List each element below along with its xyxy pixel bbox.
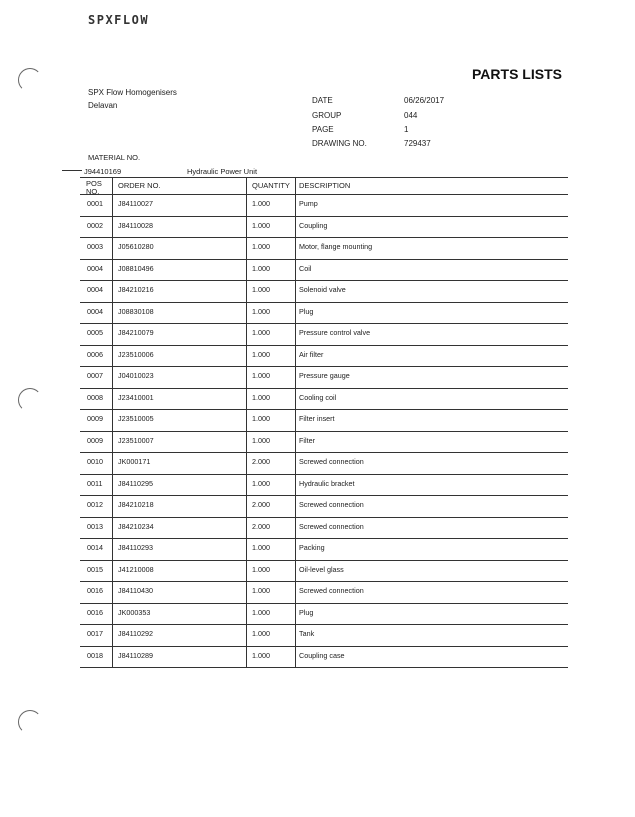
cell-qty: 2.000 xyxy=(252,457,270,466)
cell-order: J23510005 xyxy=(118,414,154,423)
company-name: SPX Flow Homogenisers xyxy=(88,88,177,97)
cell-pos: 0007 xyxy=(87,371,103,380)
material-label: MATERIAL NO. xyxy=(88,153,141,162)
cell-desc: Screwed connection xyxy=(299,586,364,595)
cell-pos: 0011 xyxy=(87,478,103,488)
material-number: J94410169 xyxy=(84,167,122,176)
cell-order: J08830108 xyxy=(118,306,154,316)
company-block xyxy=(88,86,177,112)
cell-pos: 0014 xyxy=(87,543,103,552)
page-value: 1 xyxy=(404,125,409,134)
cell-pos: 0004 xyxy=(87,263,103,273)
cell-order: J84110295 xyxy=(118,478,154,488)
group-value: 044 xyxy=(404,111,418,120)
cell-order: J23410001 xyxy=(118,392,154,402)
date-value: 06/26/2017 xyxy=(404,96,445,105)
cell-pos: 0005 xyxy=(87,328,103,337)
group-label: GROUP xyxy=(312,111,342,120)
row-separator xyxy=(80,538,568,539)
material-marker xyxy=(62,170,82,171)
row-separator xyxy=(80,216,568,217)
cell-order: J84210218 xyxy=(118,500,154,509)
cell-desc: Air filter xyxy=(299,349,324,359)
cell-qty: 1.000 xyxy=(252,306,270,316)
cell-pos: 0004 xyxy=(87,306,103,316)
cell-desc: Coil xyxy=(299,263,312,273)
punch-hole-bottom xyxy=(18,710,42,734)
cell-desc: Plug xyxy=(299,607,314,617)
material-description: Hydraulic Power Unit xyxy=(187,167,258,176)
cell-qty: 1.000 xyxy=(252,349,270,359)
qty-col-divider xyxy=(246,177,247,667)
cell-pos: 0013 xyxy=(87,521,103,531)
cell-desc: Filter insert xyxy=(299,414,335,423)
cell-desc: Coupling case xyxy=(299,650,345,660)
row-separator xyxy=(80,431,568,432)
table-header-border xyxy=(80,194,568,195)
cell-pos: 0010 xyxy=(87,457,103,466)
cell-pos: 0004 xyxy=(87,285,103,294)
punch-hole-top xyxy=(18,68,42,92)
cell-qty: 1.000 xyxy=(252,564,270,574)
date-label: DATE xyxy=(312,96,333,105)
cell-order: J84110289 xyxy=(118,650,154,660)
cell-order: J84110027 xyxy=(118,199,154,208)
cell-desc: Filter xyxy=(299,435,315,445)
drawing-value: 729437 xyxy=(404,139,431,148)
cell-qty: 1.000 xyxy=(252,650,270,660)
page-title: PARTS LISTS xyxy=(472,66,562,82)
cell-qty: 1.000 xyxy=(252,607,270,617)
cell-pos: 0008 xyxy=(87,392,103,402)
row-separator xyxy=(80,495,568,496)
cell-pos: 0012 xyxy=(87,500,103,509)
cell-pos: 0018 xyxy=(87,650,103,660)
cell-order: J23510007 xyxy=(118,435,154,445)
cell-pos: 0002 xyxy=(87,220,103,230)
row-separator xyxy=(80,624,568,625)
cell-desc: Pressure control valve xyxy=(299,328,371,337)
row-separator xyxy=(80,280,568,281)
cell-pos: 0009 xyxy=(87,435,103,445)
cell-order: J08810496 xyxy=(118,263,154,273)
cell-desc: Tank xyxy=(299,629,315,638)
cell-pos: 0015 xyxy=(87,564,103,574)
cell-pos: 0017 xyxy=(87,629,103,638)
cell-desc: Motor, flange mounting xyxy=(299,242,373,251)
row-separator xyxy=(80,388,568,389)
page-label: PAGE xyxy=(312,125,334,134)
cell-pos: 0016 xyxy=(87,586,103,595)
row-separator xyxy=(80,409,568,410)
cell-qty: 1.000 xyxy=(252,263,270,273)
cell-qty: 1.000 xyxy=(252,220,270,230)
col-header-pos: POS NO. xyxy=(86,179,102,196)
cell-pos: 0016 xyxy=(87,607,103,617)
cell-order: J84110028 xyxy=(118,220,154,230)
cell-qty: 1.000 xyxy=(252,586,270,595)
cell-desc: Pressure gauge xyxy=(299,371,350,380)
punch-hole-middle xyxy=(18,388,42,412)
col-header-description: DESCRIPTION xyxy=(299,181,351,190)
cell-qty: 1.000 xyxy=(252,371,270,380)
cell-desc: Plug xyxy=(299,306,314,316)
cell-order: J84110293 xyxy=(118,543,154,552)
row-separator xyxy=(80,474,568,475)
cell-order: J84210234 xyxy=(118,521,154,531)
cell-qty: 1.000 xyxy=(252,199,270,208)
cell-qty: 1.000 xyxy=(252,392,270,402)
cell-order: J05610280 xyxy=(118,242,154,251)
desc-col-divider xyxy=(295,177,296,667)
cell-qty: 1.000 xyxy=(252,629,270,638)
row-separator xyxy=(80,452,568,453)
cell-order: JK000353 xyxy=(118,607,151,617)
cell-qty: 2.000 xyxy=(252,521,270,531)
row-separator xyxy=(80,366,568,367)
cell-desc: Screwed connection xyxy=(299,500,364,509)
row-separator xyxy=(80,323,568,324)
cell-qty: 2.000 xyxy=(252,500,270,509)
cell-pos: 0003 xyxy=(87,242,103,251)
cell-desc: Cooling coil xyxy=(299,392,337,402)
cell-order: JK000171 xyxy=(118,457,151,466)
row-separator xyxy=(80,646,568,647)
row-separator xyxy=(80,603,568,604)
cell-order: J84110430 xyxy=(118,586,154,595)
cell-order: J41210008 xyxy=(118,564,154,574)
cell-pos: 0009 xyxy=(87,414,103,423)
cell-qty: 1.000 xyxy=(252,285,270,294)
company-logo: SPXFLOW xyxy=(88,13,150,27)
row-separator xyxy=(80,345,568,346)
cell-desc: Hydraulic bracket xyxy=(299,478,355,488)
row-separator xyxy=(80,302,568,303)
cell-order: J84110292 xyxy=(118,629,154,638)
cell-order: J84210079 xyxy=(118,328,154,337)
cell-desc: Solenoid valve xyxy=(299,285,346,294)
cell-order: J04010023 xyxy=(118,371,154,380)
cell-desc: Screwed connection xyxy=(299,457,364,466)
cell-desc: Pump xyxy=(299,199,318,208)
row-separator xyxy=(80,581,568,582)
cell-order: J23510006 xyxy=(118,349,154,359)
cell-order: J84210216 xyxy=(118,285,154,294)
cell-pos: 0001 xyxy=(87,199,103,208)
cell-qty: 1.000 xyxy=(252,242,270,251)
col-header-order: ORDER NO. xyxy=(118,181,161,190)
row-separator xyxy=(80,560,568,561)
cell-pos: 0006 xyxy=(87,349,103,359)
row-separator xyxy=(80,259,568,260)
order-col-divider xyxy=(112,177,113,667)
cell-desc: Coupling xyxy=(299,220,328,230)
drawing-label: DRAWING NO. xyxy=(312,139,367,148)
row-separator xyxy=(80,667,568,668)
cell-desc: Screwed connection xyxy=(299,521,364,531)
cell-qty: 1.000 xyxy=(252,478,270,488)
company-location: Delavan xyxy=(88,101,118,110)
cell-desc: Oil-level glass xyxy=(299,564,344,574)
row-separator xyxy=(80,517,568,518)
cell-qty: 1.000 xyxy=(252,414,270,423)
table-top-border xyxy=(80,177,568,178)
cell-desc: Packing xyxy=(299,543,325,552)
cell-qty: 1.000 xyxy=(252,435,270,445)
col-header-quantity: QUANTITY xyxy=(252,181,290,190)
row-separator xyxy=(80,237,568,238)
cell-qty: 1.000 xyxy=(252,328,270,337)
cell-qty: 1.000 xyxy=(252,543,270,552)
